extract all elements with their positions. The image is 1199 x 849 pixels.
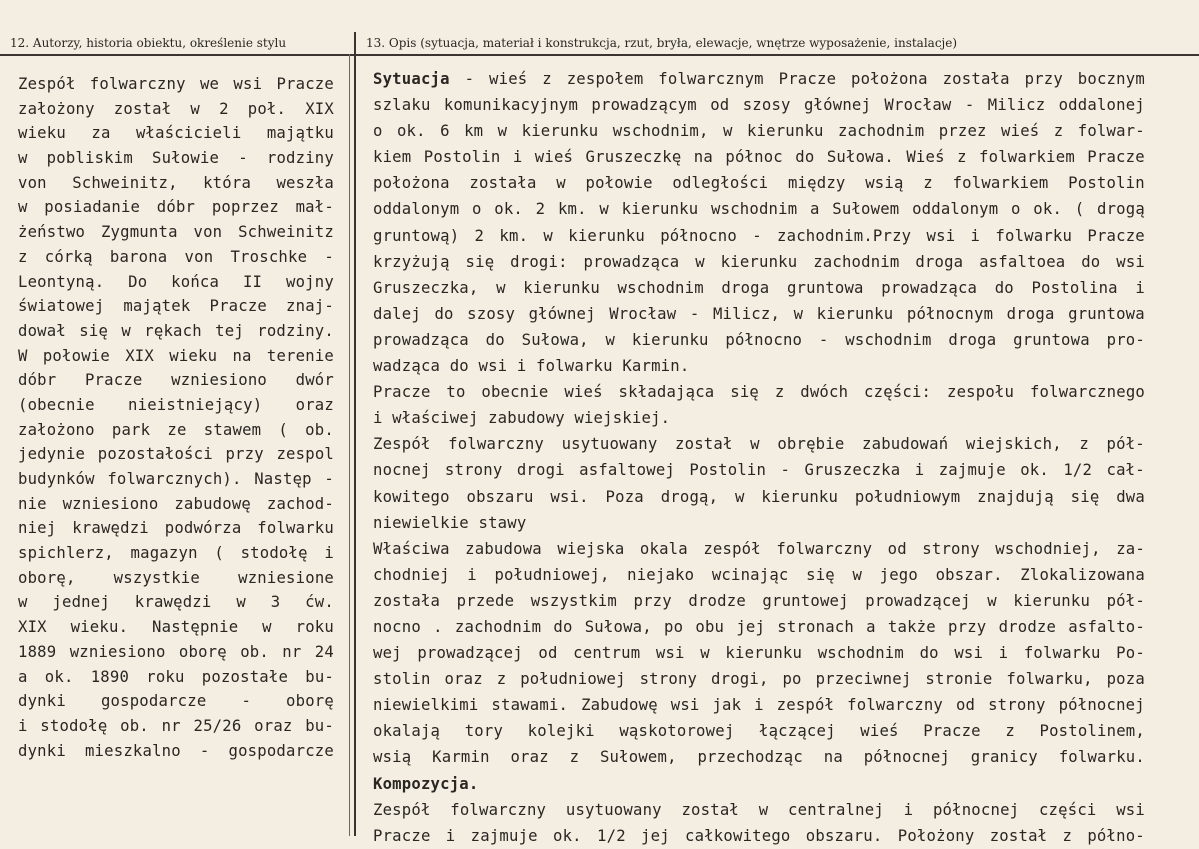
description-text-column — [373, 66, 1145, 849]
text-line: wieku za właścicieli majątku — [18, 124, 334, 143]
text-line: dynki mieszkalno - gospodarcze — [18, 741, 334, 760]
text-line: kiem Postolin i wieś Gruszeczkę na północ do Sułowa. Wieś z folwarkiem Pracze — [373, 148, 1145, 167]
text-line: założono park ze stawem ( ob. — [18, 420, 334, 439]
text-line: chodniej i południowej, niejako wcinając się w jego obszar. Zlokalizowana — [373, 565, 1145, 584]
text-line: kowitego obszaru wsi. Poza drogą, w kierunku południowym znajdują się dwa — [373, 487, 1145, 506]
text-line: oddalonym o ok. 2 km. w kierunku wschodnim a Sułowem oddalonym o ok. ( drogą — [373, 200, 1145, 219]
text-line: z córką barona von Troschke - — [18, 247, 334, 266]
text-line: w jednej krawędzi w 3 ćw. — [18, 593, 334, 612]
text-line: założony został w 2 poł. XIX — [18, 99, 334, 118]
text-line: (obecnie nieistniejący) oraz — [18, 395, 334, 414]
section-12-heading: 12. Autorzy, historia obiektu, określenie stylu — [10, 36, 287, 50]
text-line: Zespół folwarczny usytuowany został w obrębie zabudowań wiejskich, z pół- — [373, 435, 1145, 454]
text-line: nocno . zachodnim do Sułowa, po obu jej stronach a także przy drodze asfalto- — [373, 617, 1145, 636]
text-line: została przede wszystkim przy drodze gruntowej prowadzącej w kierunku pół- — [373, 591, 1145, 610]
text-line: Pracze i zajmuje ok. 1/2 jej całkowitego obszaru. Położony został z półno- — [373, 826, 1145, 845]
text-line: nie wzniesiono zabudowę zachod- — [18, 494, 334, 513]
header-divider — [0, 54, 1199, 56]
column-divider — [354, 32, 356, 836]
text-line: 1889 wzniesiono oborę ob. nr 24 — [18, 642, 334, 661]
text-line: dynki gospodarcze - oborę — [18, 692, 334, 711]
text-line: światowej majątek Pracze znaj- — [18, 297, 334, 316]
text-line: wej prowadzącej od centrum wsi w kierunku wschodnim do wsi i folwarku Po- — [373, 644, 1145, 663]
text-line: położona została w połowie odległości między wsią z folwarkiem Postolin — [373, 174, 1145, 193]
text-line: nocnej strony drogi asfaltowej Postolin - Gruszeczka i zajmuje ok. 1/2 cał- — [373, 461, 1145, 480]
text-line: szlaku komunikacyjnym prowadzącym od szosy głównej Wrocław - Milicz oddalonej — [373, 96, 1145, 115]
text-line: budynków folwarcznych). Następ - — [18, 470, 334, 488]
text-line: i stodołę ob. nr 25/26 oraz bu- — [18, 716, 334, 735]
text-line: Leontyną. Do końca II wojny — [18, 272, 334, 291]
text-line: Pracze to obecnie wieś składająca się z dwóch części: zespołu folwarcznego — [373, 383, 1145, 402]
text-line: wadząca do wsi i folwarku Karmin. — [373, 357, 690, 376]
text-line: i właściwej zabudowy wiejskiej. — [373, 409, 671, 428]
text-line: Gruszeczka, w kierunku wschodnim droga gruntowa prowadząca do Postolina i — [373, 278, 1145, 297]
text-line: wsią Karmin oraz z Sułowem, przechodząc na północnej granicy folwarku. — [373, 748, 1145, 767]
text-line: okalają tory kolejki wąskotorowej łączącej wieś Pracze z Postolinem, — [373, 722, 1145, 741]
text-line: W połowie XIX wieku na terenie — [18, 346, 334, 365]
text-line: dóbr Pracze wzniesiono dwór — [18, 371, 334, 390]
text-line: w pobliskim Sułowie - rodziny — [18, 149, 334, 168]
text-line: oborę, wszystkie wzniesione — [18, 568, 334, 587]
text-line: niewielkie stawy — [373, 513, 527, 532]
text-line: gruntową) 2 km. w kierunku północno - zachodnim.Przy wsi i folwarku Pracze — [373, 226, 1145, 245]
section-13-heading: 13. Opis (sytuacja, materiał i konstrukcja, rzut, bryła, elewacje, wnętrze wyposażenie, instalacje) — [366, 36, 958, 50]
text-line: w posiadanie dóbr poprzez mał- — [18, 198, 334, 217]
text-line: dował się w rękach tej rodziny. — [18, 321, 334, 340]
text-line: o ok. 6 km w kierunku wschodnim, w kierunku zachodnim przez wieś z folwar- — [373, 122, 1145, 141]
text-line: Zespół folwarczny we wsi Pracze — [18, 75, 334, 93]
column-divider-inner — [349, 54, 350, 836]
text-line: niej krawędzi podwórza folwarku — [18, 519, 334, 538]
text-line: spichlerz, magazyn ( stodołę i — [18, 544, 334, 563]
text-line: krzyżują się drogi: prowadząca w kierunku zachodnim droga asfaltoea do wsi — [373, 252, 1145, 271]
text-line: Zespół folwarczny usytuowany został w centralnej i północnej części wsi — [373, 800, 1145, 819]
text-line: dalej do szosy głównej Wrocław - Milicz, w kierunku północnym droga gruntowa — [373, 304, 1145, 323]
text-line: XIX wieku. Następnie w roku — [18, 618, 334, 637]
text-line: von Schweinitz, która weszła — [18, 173, 334, 192]
text-line: jedynie pozostałości przy zespol — [18, 445, 334, 464]
text-line: stolin oraz z południowej strony drogi, po przeciwnej stronie folwarku, poza — [373, 670, 1145, 689]
text-line: żeństwo Zygmunta von Schweinitz — [18, 223, 334, 242]
text-line: niewielkimi stawami. Zabudowę wsi jak i zespół folwarczny od strony północnej — [373, 696, 1145, 715]
text-line: Sytuacja - wieś z zespołem folwarcznym Pracze położona została przy bocznym — [373, 70, 1145, 88]
text-line: Kompozycja. — [373, 774, 479, 793]
text-line: a ok. 1890 roku pozostałe bu- — [18, 667, 334, 686]
history-text-column — [18, 72, 334, 763]
text-line: Właściwa zabudowa wiejska okala zespół folwarczny od strony wschodniej, za- — [373, 539, 1145, 558]
text-line: prowadząca do Sułowa, w kierunku północno - wschodnim droga gruntowa pro- — [373, 330, 1145, 349]
